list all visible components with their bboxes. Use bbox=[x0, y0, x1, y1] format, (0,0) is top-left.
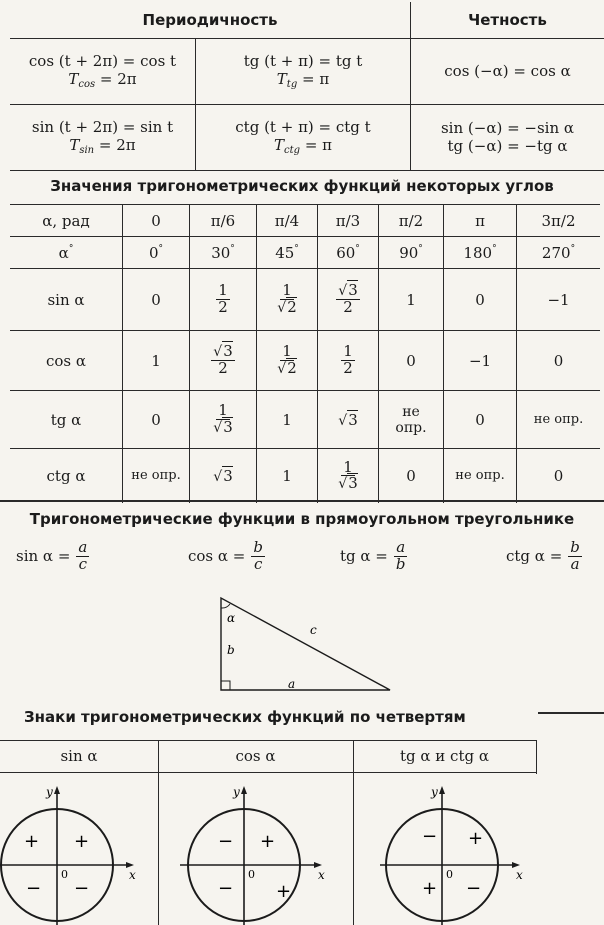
cos-ratio-num: b bbox=[253, 538, 263, 556]
ctg-180: не опр. bbox=[444, 449, 517, 503]
cos45-rad: 2 bbox=[287, 359, 297, 377]
deg-mark-45: ° bbox=[294, 243, 299, 254]
cos-parity-cell: cos (−α) = cos α bbox=[411, 38, 604, 104]
sin-q1-sign: + bbox=[74, 831, 90, 852]
right-triangle-figure bbox=[200, 590, 400, 700]
cos-30 bbox=[190, 331, 257, 391]
tg-30 bbox=[190, 391, 257, 449]
rad-pi4: π/4 bbox=[257, 205, 318, 237]
ctg-period-cell bbox=[196, 104, 411, 170]
deg-label: α bbox=[58, 243, 69, 262]
tg-ratio-label: tg α = bbox=[340, 547, 388, 566]
sin-30 bbox=[190, 269, 257, 331]
values-bottom-rule bbox=[0, 500, 604, 502]
ctg-label: ctg α bbox=[10, 449, 123, 503]
cos-y-arrow bbox=[241, 786, 247, 794]
cos-ratio-label: cos α = bbox=[188, 547, 246, 566]
signs-col-cos: cos α bbox=[235, 747, 276, 765]
tg-ratio bbox=[340, 540, 407, 573]
sin-row bbox=[10, 269, 600, 331]
values-table-block bbox=[10, 204, 600, 503]
tg-T-sym: T bbox=[276, 70, 287, 88]
sin30-den: 2 bbox=[218, 298, 228, 316]
signs-title: Знаки тригонометрических функций по четвертям bbox=[24, 708, 466, 726]
tg-q4-sign: − bbox=[466, 878, 482, 899]
parity-header: Четность bbox=[411, 2, 604, 38]
sin-ratio bbox=[16, 540, 89, 573]
tg-q3-sign: + bbox=[422, 878, 438, 899]
cos-90: 0 bbox=[379, 331, 444, 391]
sin-tg-parity-cell bbox=[411, 104, 604, 170]
tg-y-arrow bbox=[439, 786, 445, 794]
tg90-b: опр. bbox=[395, 419, 427, 436]
cos-q1-sign: + bbox=[260, 831, 276, 852]
ctg60-den: √3 bbox=[338, 474, 358, 493]
tg-90 bbox=[379, 391, 444, 449]
deg-270-cell bbox=[517, 237, 601, 269]
tg-y-label: y bbox=[431, 785, 438, 799]
cos-0: 1 bbox=[123, 331, 190, 391]
ctg-ratio-num: b bbox=[570, 538, 580, 556]
sin-q3-sign: − bbox=[26, 878, 42, 899]
sin-period-T bbox=[10, 136, 195, 156]
cos-origin: 0 bbox=[248, 868, 255, 881]
side-b-label: b bbox=[227, 643, 235, 657]
ctg-0: не опр. bbox=[123, 449, 190, 503]
cos-T-sub: cos bbox=[78, 79, 96, 90]
cos-q2-sign: − bbox=[218, 831, 234, 852]
signs-table-border bbox=[0, 740, 536, 741]
deg-180: 180 bbox=[463, 243, 493, 262]
tg-period-T bbox=[196, 70, 410, 90]
cos-x-label: x bbox=[318, 868, 325, 882]
cos-q4-sign: + bbox=[276, 881, 292, 902]
cos-60 bbox=[318, 331, 379, 391]
sin-180: 0 bbox=[444, 269, 517, 331]
triangle-shape bbox=[221, 598, 390, 690]
cos60-num: 1 bbox=[343, 342, 353, 361]
sin-y-label: y bbox=[46, 785, 53, 799]
tg90-a: не bbox=[402, 403, 420, 420]
ctg-ratio bbox=[506, 540, 582, 573]
cos-label: cos α bbox=[10, 331, 123, 391]
cos45-num: 1 bbox=[282, 342, 292, 361]
sin-T-sub: sin bbox=[79, 145, 95, 156]
cos-45 bbox=[257, 331, 318, 391]
deg-30-cell bbox=[190, 237, 257, 269]
signs-top-rule bbox=[538, 712, 604, 714]
sin-origin: 0 bbox=[61, 868, 68, 881]
sin60-num: √3 bbox=[338, 281, 358, 300]
deg-45: 45 bbox=[275, 243, 295, 262]
right-angle-mark bbox=[221, 681, 230, 690]
sin-x-label: x bbox=[129, 868, 136, 882]
ctg-60 bbox=[318, 449, 379, 503]
deg-30: 30 bbox=[211, 243, 231, 262]
ctg-T-sym: T bbox=[273, 136, 284, 154]
deg-mark: ° bbox=[68, 243, 74, 254]
cos-q3-sign: − bbox=[218, 878, 234, 899]
sin-60 bbox=[318, 269, 379, 331]
deg-mark-180: ° bbox=[492, 243, 497, 254]
tg-q2-sign: − bbox=[422, 826, 438, 847]
ctg30-rad: 3 bbox=[223, 466, 233, 485]
tg-T-sub: tg bbox=[286, 79, 298, 90]
deg-mark-60: ° bbox=[355, 243, 360, 254]
sin-period-cell bbox=[10, 104, 196, 170]
ctg-270: 0 bbox=[517, 449, 601, 503]
signs-col-divider-3 bbox=[536, 740, 537, 774]
sin45-rad: 2 bbox=[287, 298, 297, 316]
cos-period-cell bbox=[10, 38, 196, 104]
rad-pi2: π/2 bbox=[379, 205, 444, 237]
signs-col-tg: tg α и ctg α bbox=[400, 747, 489, 765]
triangle-title: Тригонометрические функции в прямоугольном треугольнике bbox=[29, 510, 575, 528]
deg-mark-90: ° bbox=[418, 243, 423, 254]
side-c-label: c bbox=[310, 623, 317, 637]
tg-0: 0 bbox=[123, 391, 190, 449]
ctg-30: √3 bbox=[190, 449, 257, 503]
cos-ratio-den: c bbox=[253, 554, 263, 573]
ctg-T-sub: ctg bbox=[284, 145, 301, 156]
sin-quadrant-diagram bbox=[0, 782, 150, 925]
sin45-num: 1 bbox=[282, 281, 292, 300]
rad-row bbox=[10, 205, 600, 237]
ctg-T-val: = π bbox=[304, 136, 333, 154]
tg-period-eq: tg (t + π) = tg t bbox=[243, 52, 363, 70]
deg-45-cell bbox=[257, 237, 318, 269]
tg-x-label: x bbox=[516, 868, 523, 882]
ctg-period-T bbox=[196, 136, 410, 156]
tg-quadrant-diagram bbox=[380, 782, 540, 925]
values-title: Значения тригонометрических функций некоторых углов bbox=[50, 177, 554, 195]
sin-90: 1 bbox=[379, 269, 444, 331]
sin60-rad: 3 bbox=[348, 281, 358, 300]
ctg-90: 0 bbox=[379, 449, 444, 503]
deg-row bbox=[10, 237, 600, 269]
cos-period-eq: cos (t + 2π) = cos t bbox=[28, 52, 177, 70]
tg30-rad: 3 bbox=[223, 418, 233, 436]
tg-origin: 0 bbox=[446, 868, 453, 881]
sin-y-arrow bbox=[54, 786, 60, 794]
cos30-den: 2 bbox=[218, 359, 228, 377]
tg-180: 0 bbox=[444, 391, 517, 449]
rad-label: α, рад bbox=[10, 205, 123, 237]
ctg60-num: 1 bbox=[343, 457, 353, 476]
side-a-label: a bbox=[288, 677, 296, 691]
ctg-45: 1 bbox=[257, 449, 318, 503]
tg-parity: tg (−α) = −tg α bbox=[447, 137, 568, 155]
cos-T-val: = 2π bbox=[99, 70, 137, 88]
cos-180: −1 bbox=[444, 331, 517, 391]
deg-mark-30: ° bbox=[230, 243, 235, 254]
cos-270: 0 bbox=[517, 331, 601, 391]
sin-45 bbox=[257, 269, 318, 331]
sin-period-eq: sin (t + 2π) = sin t bbox=[31, 118, 174, 136]
deg-0: 0 bbox=[148, 243, 159, 262]
ctg-ratio-label: ctg α = bbox=[506, 547, 563, 566]
tg-T-val: = π bbox=[302, 70, 330, 88]
rad-pi: π bbox=[444, 205, 517, 237]
sin-ratio-num: a bbox=[78, 538, 88, 556]
cos-ratio bbox=[188, 540, 265, 573]
deg-60: 60 bbox=[336, 243, 356, 262]
ctg60-rad: 3 bbox=[348, 474, 358, 493]
tg-label: tg α bbox=[10, 391, 123, 449]
deg-90: 90 bbox=[399, 243, 419, 262]
ctg-ratio-den: a bbox=[570, 554, 580, 573]
tg-period-cell bbox=[196, 38, 411, 104]
deg-mark-0: ° bbox=[158, 243, 164, 254]
sin45-den: √2 bbox=[277, 298, 297, 316]
deg-180-cell bbox=[444, 237, 517, 269]
periodicity-table bbox=[10, 2, 604, 171]
periodicity-table-block bbox=[10, 2, 604, 171]
cos-T-sym: T bbox=[68, 70, 79, 88]
sin-ratio-label: sin α = bbox=[16, 547, 71, 566]
rad-pi6: π/6 bbox=[190, 205, 257, 237]
cos-row bbox=[10, 331, 600, 391]
ctg-period-eq: ctg (t + π) = ctg t bbox=[235, 118, 371, 136]
rad-3pi2: 3π/2 bbox=[517, 205, 601, 237]
sin-T-sym: T bbox=[69, 136, 80, 154]
sin-T-val: = 2π bbox=[98, 136, 136, 154]
cos30-rad: 3 bbox=[223, 342, 233, 361]
sin-q4-sign: − bbox=[74, 878, 90, 899]
periodicity-header: Периодичность bbox=[10, 2, 411, 38]
deg-270: 270 bbox=[541, 243, 571, 262]
tg-60: √3 bbox=[318, 391, 379, 449]
sin-270: −1 bbox=[517, 269, 601, 331]
deg-0-cell bbox=[123, 237, 190, 269]
sin-q2-sign: + bbox=[24, 831, 40, 852]
sin-parity: sin (−α) = −sin α bbox=[440, 119, 575, 137]
rad-pi3: π/3 bbox=[318, 205, 379, 237]
ctg-row bbox=[10, 449, 600, 503]
cos-quadrant-diagram bbox=[180, 782, 340, 925]
tg-row bbox=[10, 391, 600, 449]
signs-col-divider-1 bbox=[158, 740, 159, 925]
tg30-den: √3 bbox=[213, 418, 233, 436]
sin-ratio-den: c bbox=[78, 554, 88, 573]
sin30-num: 1 bbox=[218, 281, 228, 300]
sin60-den: 2 bbox=[343, 298, 353, 316]
tg-ratio-den: b bbox=[395, 554, 406, 573]
cos45-den: √2 bbox=[277, 359, 297, 377]
signs-col-sin: sin α bbox=[60, 747, 98, 765]
tg30-num: 1 bbox=[218, 401, 228, 420]
deg-mark-270: ° bbox=[570, 243, 576, 254]
cos30-num: √3 bbox=[213, 342, 233, 361]
deg-90-cell bbox=[379, 237, 444, 269]
alpha-label: α bbox=[227, 611, 236, 625]
tg60-rad: 3 bbox=[348, 410, 358, 429]
tg-270: не опр. bbox=[517, 391, 601, 449]
cos-period-T bbox=[10, 70, 195, 90]
tg-ratio-num: a bbox=[396, 538, 406, 556]
signs-header-border bbox=[0, 772, 536, 773]
rad-0: 0 bbox=[123, 205, 190, 237]
cos60-den: 2 bbox=[343, 359, 353, 377]
tg-45: 1 bbox=[257, 391, 318, 449]
cos-y-label: y bbox=[233, 785, 240, 799]
sin-0: 0 bbox=[123, 269, 190, 331]
tg-q1-sign: + bbox=[468, 828, 484, 849]
sin-label: sin α bbox=[10, 269, 123, 331]
alpha-arc bbox=[221, 604, 230, 608]
deg-label-cell bbox=[10, 237, 123, 269]
signs-col-divider-2 bbox=[353, 740, 354, 925]
deg-60-cell bbox=[318, 237, 379, 269]
values-table bbox=[10, 204, 600, 503]
